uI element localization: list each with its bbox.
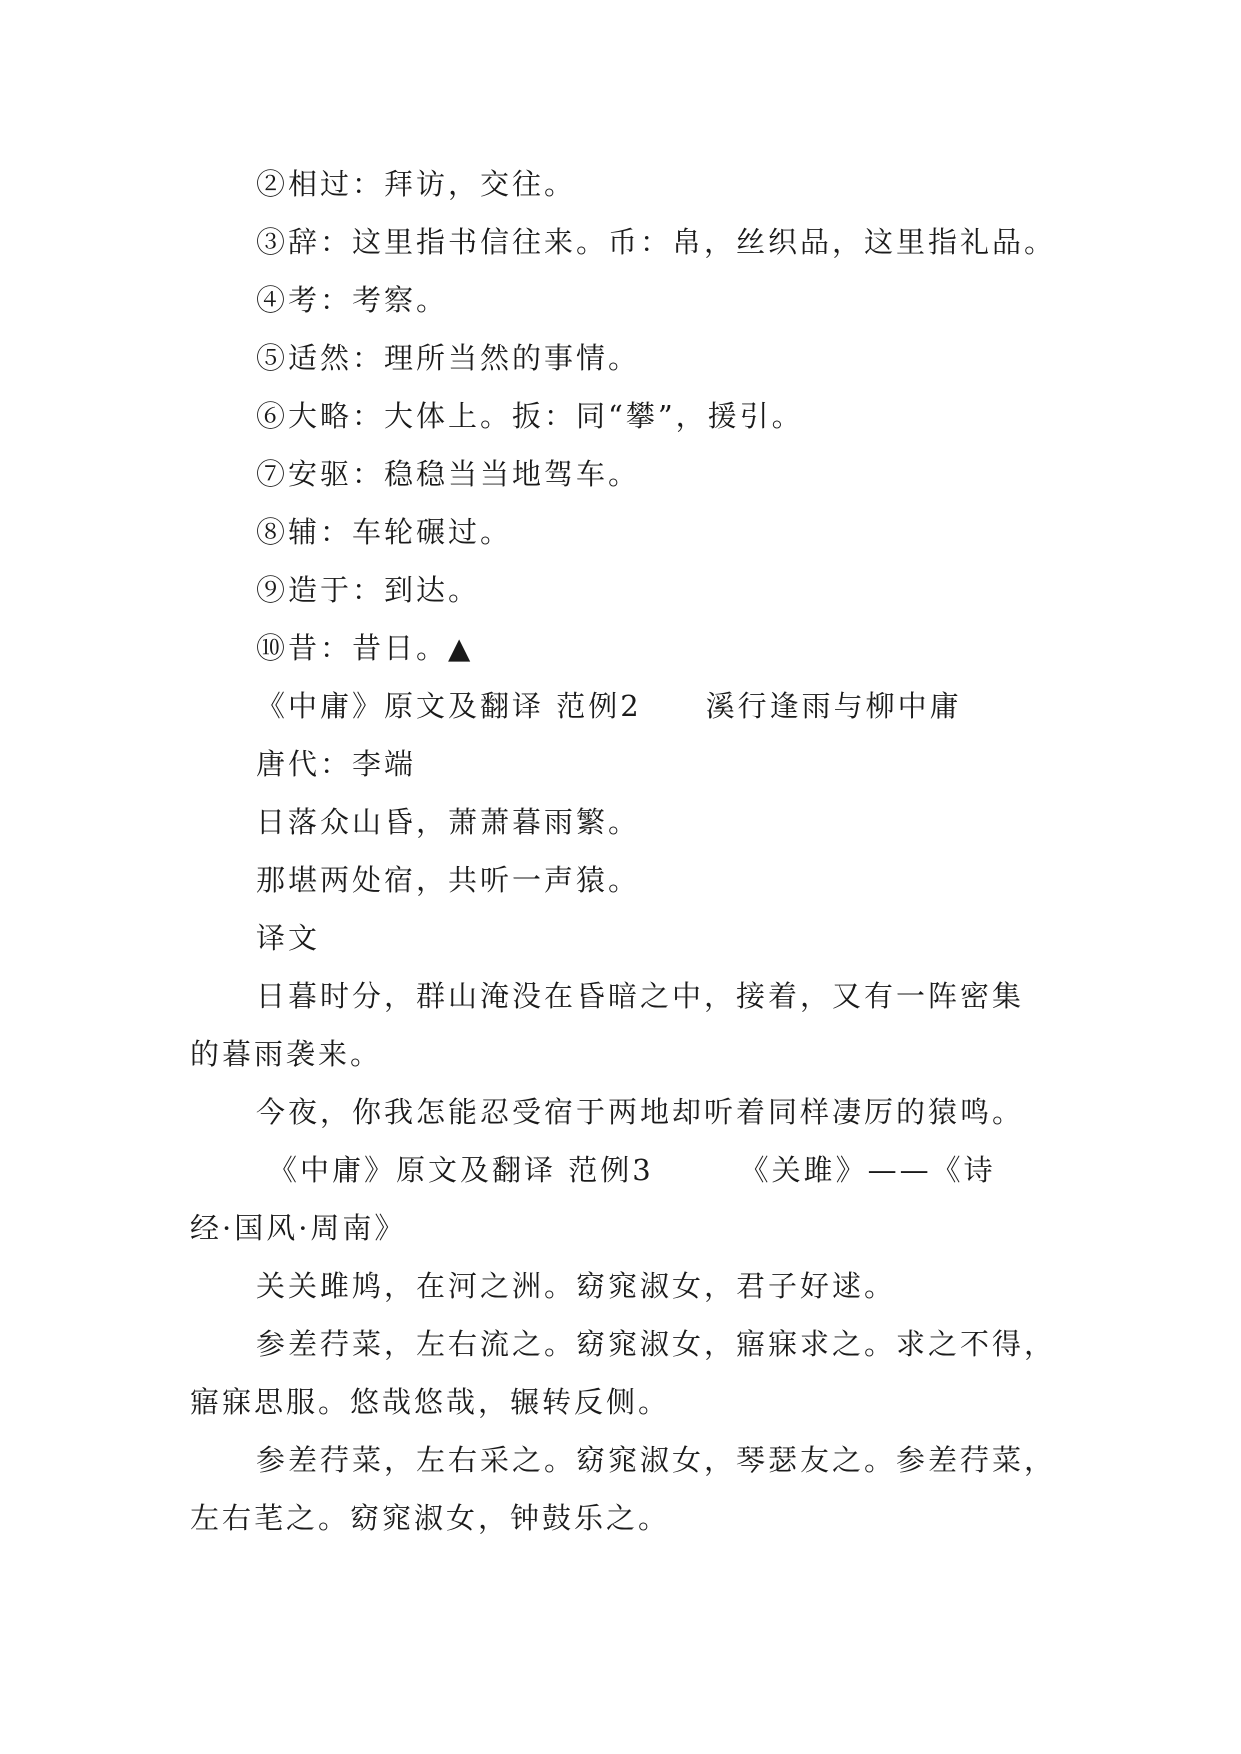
- section-heading-2: [256, 688, 962, 724]
- poem-title: 溪行逢雨与柳中庸: [705, 689, 962, 723]
- poem-stanza: 关关雎鸠，在河之洲。窈窕淑女，君子好逑。: [256, 1269, 897, 1303]
- poem-title-continued: 经·国风·周南》: [190, 1211, 407, 1245]
- note-line: ②相过：拜访，交往。: [256, 167, 577, 201]
- note-line: ③辞：这里指书信往来。币：帛，丝织品，这里指礼品。: [256, 225, 1057, 259]
- translation-text: 今夜，你我怎能忍受宿于两地却听着同样凄厉的猿鸣。: [256, 1095, 1025, 1129]
- poem-stanza: 寤寐思服。悠哉悠哉，辗转反侧。: [190, 1385, 671, 1419]
- poem-stanza: 左右芼之。窈窕淑女，钟鼓乐之。: [190, 1501, 671, 1535]
- section-heading-3: [268, 1152, 996, 1188]
- note-line: ④考：考察。: [256, 283, 449, 317]
- note-line: ⑩昔：昔日。▲: [256, 631, 474, 665]
- poem-line: 那堪两处宿，共听一声猿。: [256, 863, 641, 897]
- translation-text: 日暮时分，群山淹没在昏暗之中，接着，又有一阵密集: [256, 979, 1025, 1013]
- note-line: ⑥大略：大体上。扳：同“攀”，援引。: [256, 399, 804, 433]
- example-heading: 《中庸》原文及翻译 范例2: [256, 689, 642, 723]
- note-line: ⑧辅：车轮碾过。: [256, 515, 513, 549]
- translation-label: 译文: [256, 921, 321, 955]
- poem-title: 《关雎》——《诗: [739, 1153, 996, 1187]
- note-line: ⑨造于：到达。: [256, 573, 481, 607]
- note-line: ⑦安驱：稳稳当当地驾车。: [256, 457, 641, 491]
- translation-text: 的暮雨袭来。: [190, 1037, 383, 1071]
- note-line: ⑤适然：理所当然的事情。: [256, 341, 641, 375]
- poem-line: 日落众山昏，萧萧暮雨繁。: [256, 805, 641, 839]
- poem-author: 唐代：李端: [256, 747, 417, 781]
- example-heading: 《中庸》原文及翻译 范例3: [268, 1153, 654, 1187]
- poem-stanza: 参差荇菜，左右流之。窈窕淑女，寤寐求之。求之不得，: [256, 1327, 1057, 1361]
- poem-stanza: 参差荇菜，左右采之。窈窕淑女，琴瑟友之。参差荇菜，: [256, 1443, 1057, 1477]
